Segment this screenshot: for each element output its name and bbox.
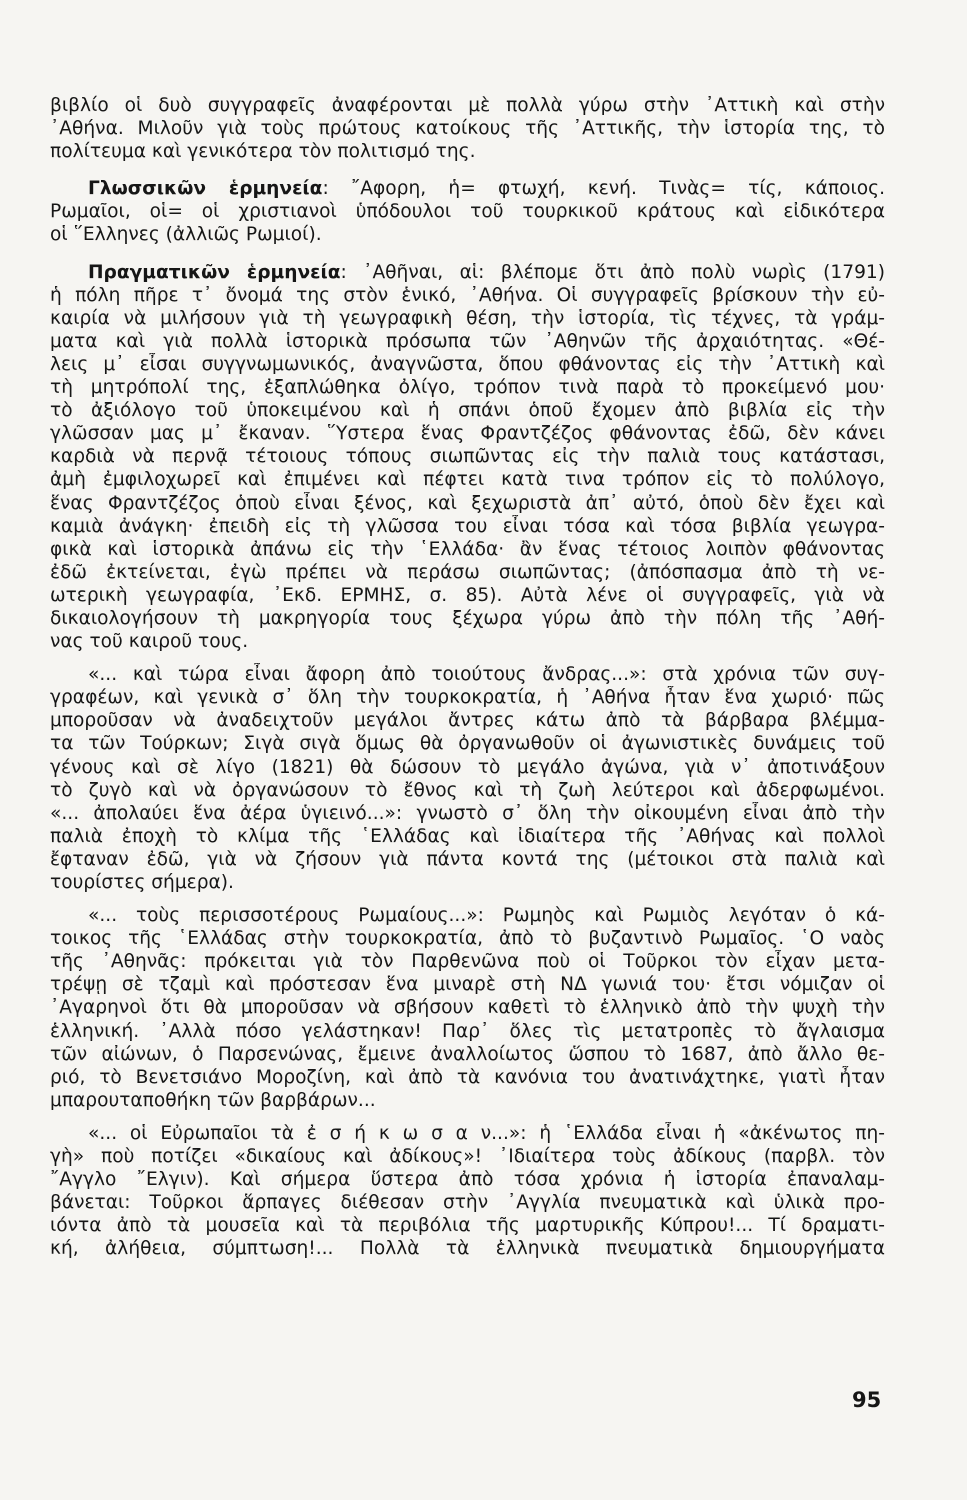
text-line: ωτερικὴ γεωγραφία, ᾿Εκδ. ΕΡΜΗΣ, σ. 85). Αὐτὰ λένε οἱ συγγραφεῖς, γιὰ νὰ (50, 584, 885, 606)
text-line: γλῶσσαν μας μ᾿ ἔκαναν. ῞Υστερα ἕνας Φραντζέζος φθάνοντας ἐδῶ, δὲν κάνει (50, 423, 885, 445)
paragraph-intro (50, 94, 885, 163)
text-line: ἐδῶ ἐκτείνεται, ἐγὼ πρέπει νὰ περάσω σιωπῶντας; (ἀπόσπασμα ἀπὸ τὴ νε- (50, 561, 885, 583)
text-line: ιόντα ἀπὸ τὰ μουσεῖα καὶ τὰ περιβόλια τῆς μαρτυρικῆς Κύπρου!... Τί δραματι- (50, 1215, 885, 1237)
text-line: ἑλληνική. ᾿Αλλὰ πόσο γελάστηκαν! Παρ᾿ ὅλες τὶς μετατροπὲς τὸ ἄγλαισμα (50, 1020, 885, 1042)
text-line: ᾿Αθήνα. Μιλοῦν γιὰ τοὺς πρώτους κατοίκους τῆς ᾿Αττικῆς, τὴν ἱστορία της, τὸ (50, 118, 885, 140)
text-line: «... τοὺς περισσοτέρους Ρωμαίους...»: Ρωμηὸς καὶ Ρωμιὸς λεγόταν ὁ κά- (88, 905, 885, 927)
text-line: «... καὶ τώρα εἶναι ἄφορη ἀπὸ τοιούτους ἄνδρας...»: στὰ χρόνια τῶν συγ- (88, 664, 885, 686)
text-line (50, 261, 885, 284)
text-line: ᾿Αγαρηνοὶ ὅτι θὰ μποροῦσαν νὰ σβήσουν καθετὶ τὸ ἑλληνικὸ ἀπὸ τὴν ψυχὴ τὴν (50, 997, 885, 1019)
text-line: τῆς ᾿Αθηνᾶς: πρόκειται γιὰ τὸν Παρθενῶνα ποὺ οἱ Τοῦρκοι τὸν εἶχαν μετα- (50, 951, 885, 973)
text-line: παλιὰ ἐποχὴ τὸ κλίμα τῆς ῾Ελλάδας καὶ ἰδιαίτερα τῆς ᾿Αθήνας καὶ πολλοὶ (50, 825, 885, 847)
text-line: καμιὰ ἀνάγκη· ἐπειδὴ εἰς τὴ γλῶσσα του εἶναι τόσα καὶ τόσα βιβλία γεωγρα- (50, 515, 885, 537)
paragraph-glossary (50, 177, 885, 246)
glossary-heading: Γλωσσικῶν ἑρμηνεία (88, 178, 323, 200)
facts-heading: Πραγματικῶν ἑρμηνεία (88, 261, 341, 283)
text-line: πολίτευμα καὶ γενικότερα τὸν πολιτισμό της. (50, 141, 476, 163)
text-line: τουρίστες σήμερα). (50, 872, 234, 893)
text-line (50, 177, 885, 200)
text-line: νας τοῦ καιροῦ τους. (50, 631, 249, 653)
paragraph-notes-1 (50, 663, 885, 894)
text-line: ματα καὶ γιὰ πολλὰ ἱστορικὰ πρόσωπα τῶν ᾿Αθηνῶν τῆς ἀρχαιότητας. «Θέ- (50, 330, 885, 352)
text-line: δικαιολογήσουν τὴ μακρηγορία τους ξέχωρα γύρω ἀπὸ τὴν πόλη τῆς ᾿Αθή- (50, 607, 885, 629)
text-line: γένους καὶ σὲ λίγο (1821) θὰ δώσουν τὸ μεγάλο ἀγώνα, γιὰ ν᾿ ἀποτινάξουν (50, 756, 885, 778)
paragraph-facts (50, 261, 885, 654)
text-line: τὸ ἀξιόλογο τοῦ ὑποκειμένου καὶ ἡ σπάνι ὁποῦ ἔχομεν ἀπὸ βιβλία εἰς τὴν (50, 400, 885, 422)
page-body (50, 94, 885, 1261)
text-line: φικὰ καὶ ἱστορικὰ ἀπάνω εἰς τὴν ῾Ελλάδα· ἂν ἕνας τέτοιος λοιπὸν φθάνοντας (50, 538, 885, 560)
text-line: τα τῶν Τούρκων; Σιγὰ σιγὰ ὅμως θὰ ὀργανωθοῦν οἱ ἀγωνιστικὲς δυνάμεις τοῦ (50, 733, 885, 755)
paragraph-notes-3 (50, 1122, 885, 1261)
text-line: καιρία νὰ μιλήσουν γιὰ τὴ γεωγραφικὴ θέση, τὴν ἱστορία, τὶς τέχνες, τὰ γράμ- (50, 307, 885, 329)
text-line: τοικος τῆς ῾Ελλάδας στὴν τουρκοκρατία, ἀπὸ τὸ βυζαντινὸ Ρωμαῖος. ῾Ο ναὸς (50, 928, 885, 950)
text-line: οἱ ῞Ελληνες (ἀλλιῶς Ρωμιοί). (50, 224, 322, 246)
text-line: ἀμὴ ἐμφιλοχωρεῖ καὶ ἐπιμένει καὶ πέφτει κατὰ τινα τρόπον εἰς τὸ πολύλογο, (50, 469, 885, 491)
text-line: μποροῦσαν νὰ ἀναδειχτοῦν μεγάλοι ἄντρες κάτω ἀπὸ τὰ βάρβαρα βλέμμα- (50, 710, 885, 732)
text-line: ἡ πόλη πῆρε τ᾿ ὄνομά της στὸν ἑνικό, ᾿Αθήνα. Οἱ συγγραφεῖς βρίσκουν τὴν εὐ- (50, 284, 885, 306)
text-line: «... ἀπολαύει ἕνα ἀέρα ὑγιεινό...»: γνωστὸ σ᾿ ὅλη τὴν οἰκουμένη εἶναι ἀπὸ τὴν (50, 802, 885, 824)
paragraph-notes-2 (50, 904, 885, 1112)
text-line: λεις μ᾿ εἶσαι συγγνωμωνικός, ἀναγνῶστα, ὅπου φθάνοντας εἰς τὴν ᾿Αττικὴ καὶ (50, 353, 885, 375)
text-line: ῎Αγγλο ῎Ελγιν). Καὶ σήμερα ὕστερα ἀπὸ τόσα χρόνια ἡ ἱστορία ἐπαναλαμ- (50, 1169, 885, 1191)
text-line: τὴ μητρόπολί της, ἐξαπλώθηκα ὀλίγο, τρόπον τινὰ παρὰ τὸ προκείμενό μου· (50, 377, 885, 399)
text-line: ἕνας Φραντζέζος ὁποὺ εἶναι ξένος, καὶ ξεχωριστὰ ἀπ᾿ αὐτό, ὁποὺ δὲν ἔχει καὶ (50, 492, 885, 514)
text-line: βιβλίο οἱ δυὸ συγγραφεῖς ἀναφέρονται μὲ πολλὰ γύρω στὴν ᾿Αττικὴ καὶ στὴν (50, 95, 885, 116)
text-line: Ρωμαῖοι, οἱ= οἱ χριστιανοὶ ὑπόδουλοι τοῦ τουρκικοῦ κράτους καὶ εἰδικότερα (50, 201, 885, 223)
glossary-text: : ῎Αφορη, ἡ= φτωχή, κενή. Τινὰς= τίς, κάποιος. (322, 178, 885, 200)
text-line: καρδιὰ νὰ περνᾷ τέτοιους τόπους σιωπῶντας εἰς τὴν παλιὰ τους κατάστασι, (50, 446, 885, 468)
text-line: τῶν αἰώνων, ὁ Παρσενώνας, ἔμεινε ἀναλλοίωτος ὥσπου τὸ 1687, ἀπὸ ἄλλο θε- (50, 1043, 885, 1065)
text-line: ριό, τὸ Βενετσιάνο Μοροζίνη, καὶ ἀπὸ τὰ κανόνια του ἀνατινάχτηκε, γιατὶ ἦταν (50, 1066, 885, 1088)
page-number: 95 (852, 1388, 882, 1412)
facts-text: : ᾿Αθῆναι, αἱ: βλέπομε ὅτι ἀπὸ πολὺ νωρὶς (1791) (340, 261, 885, 283)
text-line: βάνεται: Τοῦρκοι ἅρπαγες διέθεσαν στὴν ᾿Αγγλία πνευματικὰ καὶ ὑλικὰ προ- (50, 1192, 885, 1214)
text-line: γὴ» ποὺ ποτίζει «δικαίους καὶ ἀδίκους»! ᾿Ιδιαίτερα τοὺς ἀδίκους (παρβλ. τὸν (50, 1146, 885, 1168)
text-line: τὸ ζυγὸ καὶ νὰ ὀργανώσουν τὸ ἔθνος καὶ τὴ ζωὴ λεύτεροι καὶ ἀδερφωμένοι. (50, 779, 885, 801)
text-line: μπαρουταποθήκη τῶν βαρβάρων... (50, 1089, 376, 1111)
text-line: «... οἱ Εὐρωπαῖοι τὰ ἐ σ ή κ ω σ α ν...»: ἡ ῾Ελλάδα εἶναι ἡ «ἀκένωτος πη- (88, 1122, 885, 1144)
text-line: τρέψῃ σὲ τζαμὶ καὶ πρόστεσαν ἕνα μιναρὲ στὴ ΝΔ γωνιά του· ἔτσι νόμιζαν οἱ (50, 974, 885, 996)
text-line: κή, ἀλήθεια, σύμπτωση!... Πολλὰ τὰ ἑλληνικὰ πνευματικὰ δημιουργήματα (50, 1238, 885, 1260)
text-line: γραφέων, καὶ γενικὰ σ᾿ ὅλη τὴν τουρκοκρατία, ἡ ᾿Αθήνα ἦταν ἕνα χωριό· πῶς (50, 687, 885, 709)
text-line: ἔφταναν ἐδῶ, γιὰ νὰ ζήσουν γιὰ πάντα κοντά της (μέτοικοι στὰ παλιὰ καὶ (50, 848, 885, 870)
